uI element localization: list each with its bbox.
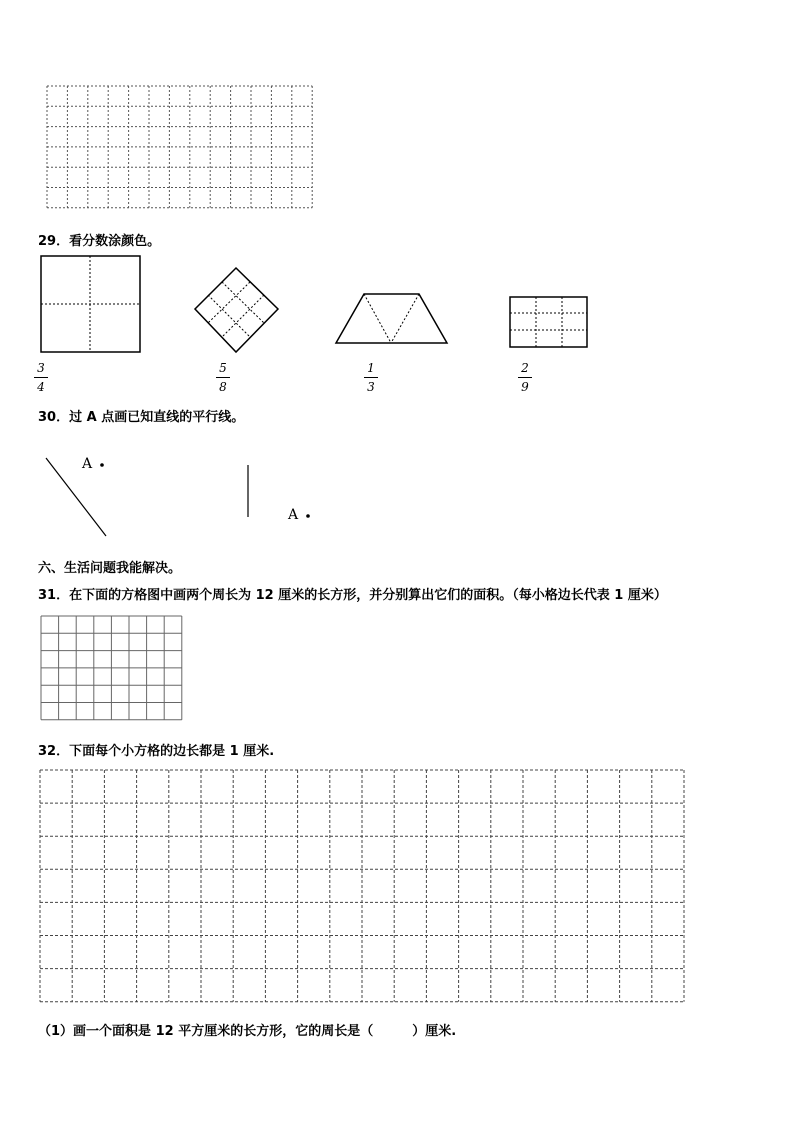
question-29-title: 29．看分数涂颜色。 [38,234,161,249]
point-a-label-2: A [288,507,299,523]
fraction-denominator: 9 [521,380,529,394]
question-30-title: 30．过 A 点画已知直线的平行线。 [38,410,245,425]
fraction-numerator: 3 [37,361,45,375]
fraction-denominator: 8 [219,380,227,394]
section-6-title: 六、生活问题我能解决。 [38,561,182,576]
question-32-part-1: （1）画一个面积是 12 平方厘米的长方形，它的周长是（ ）厘米. [38,1024,457,1039]
fraction-numerator: 2 [521,361,529,375]
question-32-title: 32．下面每个小方格的边长都是 1 厘米. [38,744,275,759]
question-31-title: 31．在下面的方格图中画两个周长为 12 厘米的长方形，并分别算出它们的面积。（每小格边长代表 1 厘米） [38,588,667,603]
fraction-denominator: 4 [37,380,45,394]
point-a-label-1: A [82,456,93,472]
fraction-numerator: 1 [367,361,375,375]
fraction-numerator: 5 [219,361,227,375]
fraction-denominator: 3 [367,380,375,394]
